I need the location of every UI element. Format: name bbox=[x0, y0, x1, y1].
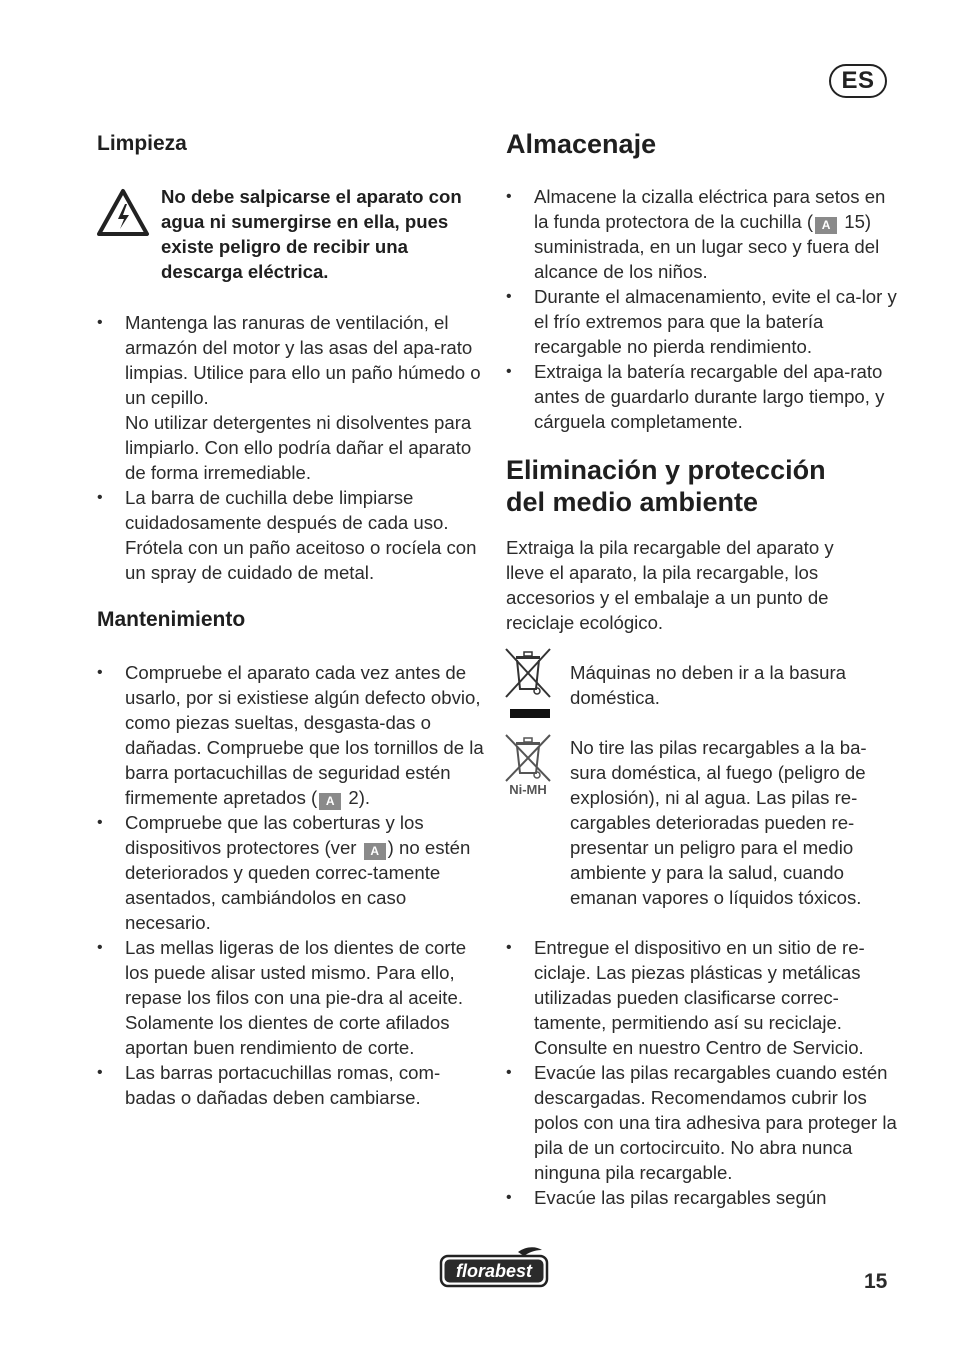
florabest-logo bbox=[438, 1244, 550, 1290]
figure-ref-badge: A bbox=[815, 217, 837, 234]
mantenimiento-list bbox=[97, 660, 489, 1110]
list-item bbox=[97, 660, 489, 810]
list-item bbox=[506, 184, 898, 284]
list-item-text: 15) suministrada, en un lugar seco y fuera del alcance de los niños. bbox=[534, 211, 880, 282]
list-item: • Las mellas ligeras de los dientes de corte los puede alisar usted mismo. Para ello, repase los filos con una pie-dra al aceite. Solamente los dientes de corte afilados aportan buen rendimiento de corte. bbox=[97, 935, 489, 1060]
eliminacion-intro: Extraiga la pila recargable del aparato y lleve el aparato, la pila recargable, los accesorios y el embalaje a un punto de reciclaje ecológico. bbox=[506, 537, 834, 633]
list-item-text: 2). bbox=[343, 787, 371, 808]
limpieza-list bbox=[97, 310, 489, 585]
list-item-text: ) no estén deteriorados y queden correc-tamente asentados, cambiándolos en caso necesario. bbox=[125, 837, 471, 933]
list-item: • Evacúe las pilas recargables según bbox=[506, 1185, 898, 1210]
list-item: • Entregue el dispositivo en un sitio de re-ciclaje. Las piezas plásticas y metálicas utilizadas pueden clasificarse correc-tamente, permitiendo así su reciclaje. Consulte en nuestro Centro de Servicio. bbox=[506, 935, 898, 1060]
list-item-text: Mantenga las ranuras de ventilación, el armazón del motor y las asas del apa-rato limpias. Utilice para ello un paño húmedo o un cepillo. bbox=[125, 312, 481, 408]
heading-line: Eliminación y protección bbox=[506, 455, 826, 485]
list-item bbox=[97, 310, 489, 485]
limpieza-heading: Limpieza bbox=[97, 132, 187, 155]
nimh-label: Ni-MH bbox=[509, 782, 547, 797]
list-item-text: Almacene la cizalla eléctrica para setos en la funda protectora de la cuchilla ( bbox=[534, 186, 886, 232]
list-item: • Extraiga la batería recargable del apa-rato antes de guardarlo durante largo tiempo, y cárguela completamente. bbox=[506, 359, 898, 434]
heading-line: del medio ambiente bbox=[506, 487, 759, 517]
almacenaje-heading: Almacenaje bbox=[506, 129, 657, 159]
figure-ref-badge: A bbox=[319, 793, 341, 810]
list-item: • La barra de cuchilla debe limpiarse cuidadosamente después de cada uso. Frótela con un paño aceitoso o rocíela con un spray de cuidado de metal. bbox=[97, 485, 489, 585]
list-item-text: Compruebe que las coberturas y los dispositivos protectores (ver bbox=[125, 812, 424, 858]
list-item: • Durante el almacenamiento, evite el ca-lor y el frío extremos para que la batería recargable no pierda rendimiento. bbox=[506, 284, 898, 359]
list-item bbox=[97, 810, 489, 935]
nimh-text: No tire las pilas recargables a la ba-sura doméstica, al fuego (peligro de explosión), ni al agua. Las pilas re-cargables deterioradas pueden re-presentar un peligro para el medio ambiente y para la salud, cuando emanan vapores o líquidos tóxicos. bbox=[570, 737, 867, 908]
weee-text: Máquinas no deben ir a la basura doméstica. bbox=[570, 662, 846, 708]
list-item-text: Compruebe el aparato cada vez antes de usarlo, por si existiese algún defecto obvio, como piezas sueltas, desgasta-das o dañadas. Compruebe que los tornillos de la barra portacuchillas de seguridad estén firmemente apretados ( bbox=[125, 662, 484, 808]
crossed-bin-nimh-icon bbox=[503, 733, 555, 799]
figure-ref-badge: A bbox=[364, 843, 386, 860]
eliminacion-list bbox=[506, 935, 898, 1210]
logo-text: florabest bbox=[455, 1261, 533, 1281]
eliminacion-heading bbox=[506, 454, 826, 518]
electric-shock-warning-icon bbox=[96, 188, 150, 238]
list-item: • Las barras portacuchillas romas, com-badas o dañadas deben cambiarse. bbox=[97, 1060, 489, 1110]
mantenimiento-heading: Mantenimiento bbox=[97, 608, 246, 631]
list-item: • Evacúe las pilas recargables cuando estén descargadas. Recomendamos cubrir los polos con una tira adhesiva para proteger la pila de un cortocircuito. No abra nunca ninguna pila recargable. bbox=[506, 1060, 898, 1185]
page-number: 15 bbox=[864, 1270, 888, 1293]
almacenaje-list bbox=[506, 184, 898, 434]
language-badge: ES bbox=[829, 64, 887, 98]
warning-text: No debe salpicarse el aparato con agua ni sumergirse en ella, pues existe peligro de recibir una descarga eléctrica. bbox=[161, 186, 462, 282]
list-item-text: No utilizar detergentes ni disolventes para limpiarlo. Con ello podría dañar el aparato de forma irremediable. bbox=[125, 412, 472, 483]
crossed-bin-icon bbox=[503, 647, 555, 719]
